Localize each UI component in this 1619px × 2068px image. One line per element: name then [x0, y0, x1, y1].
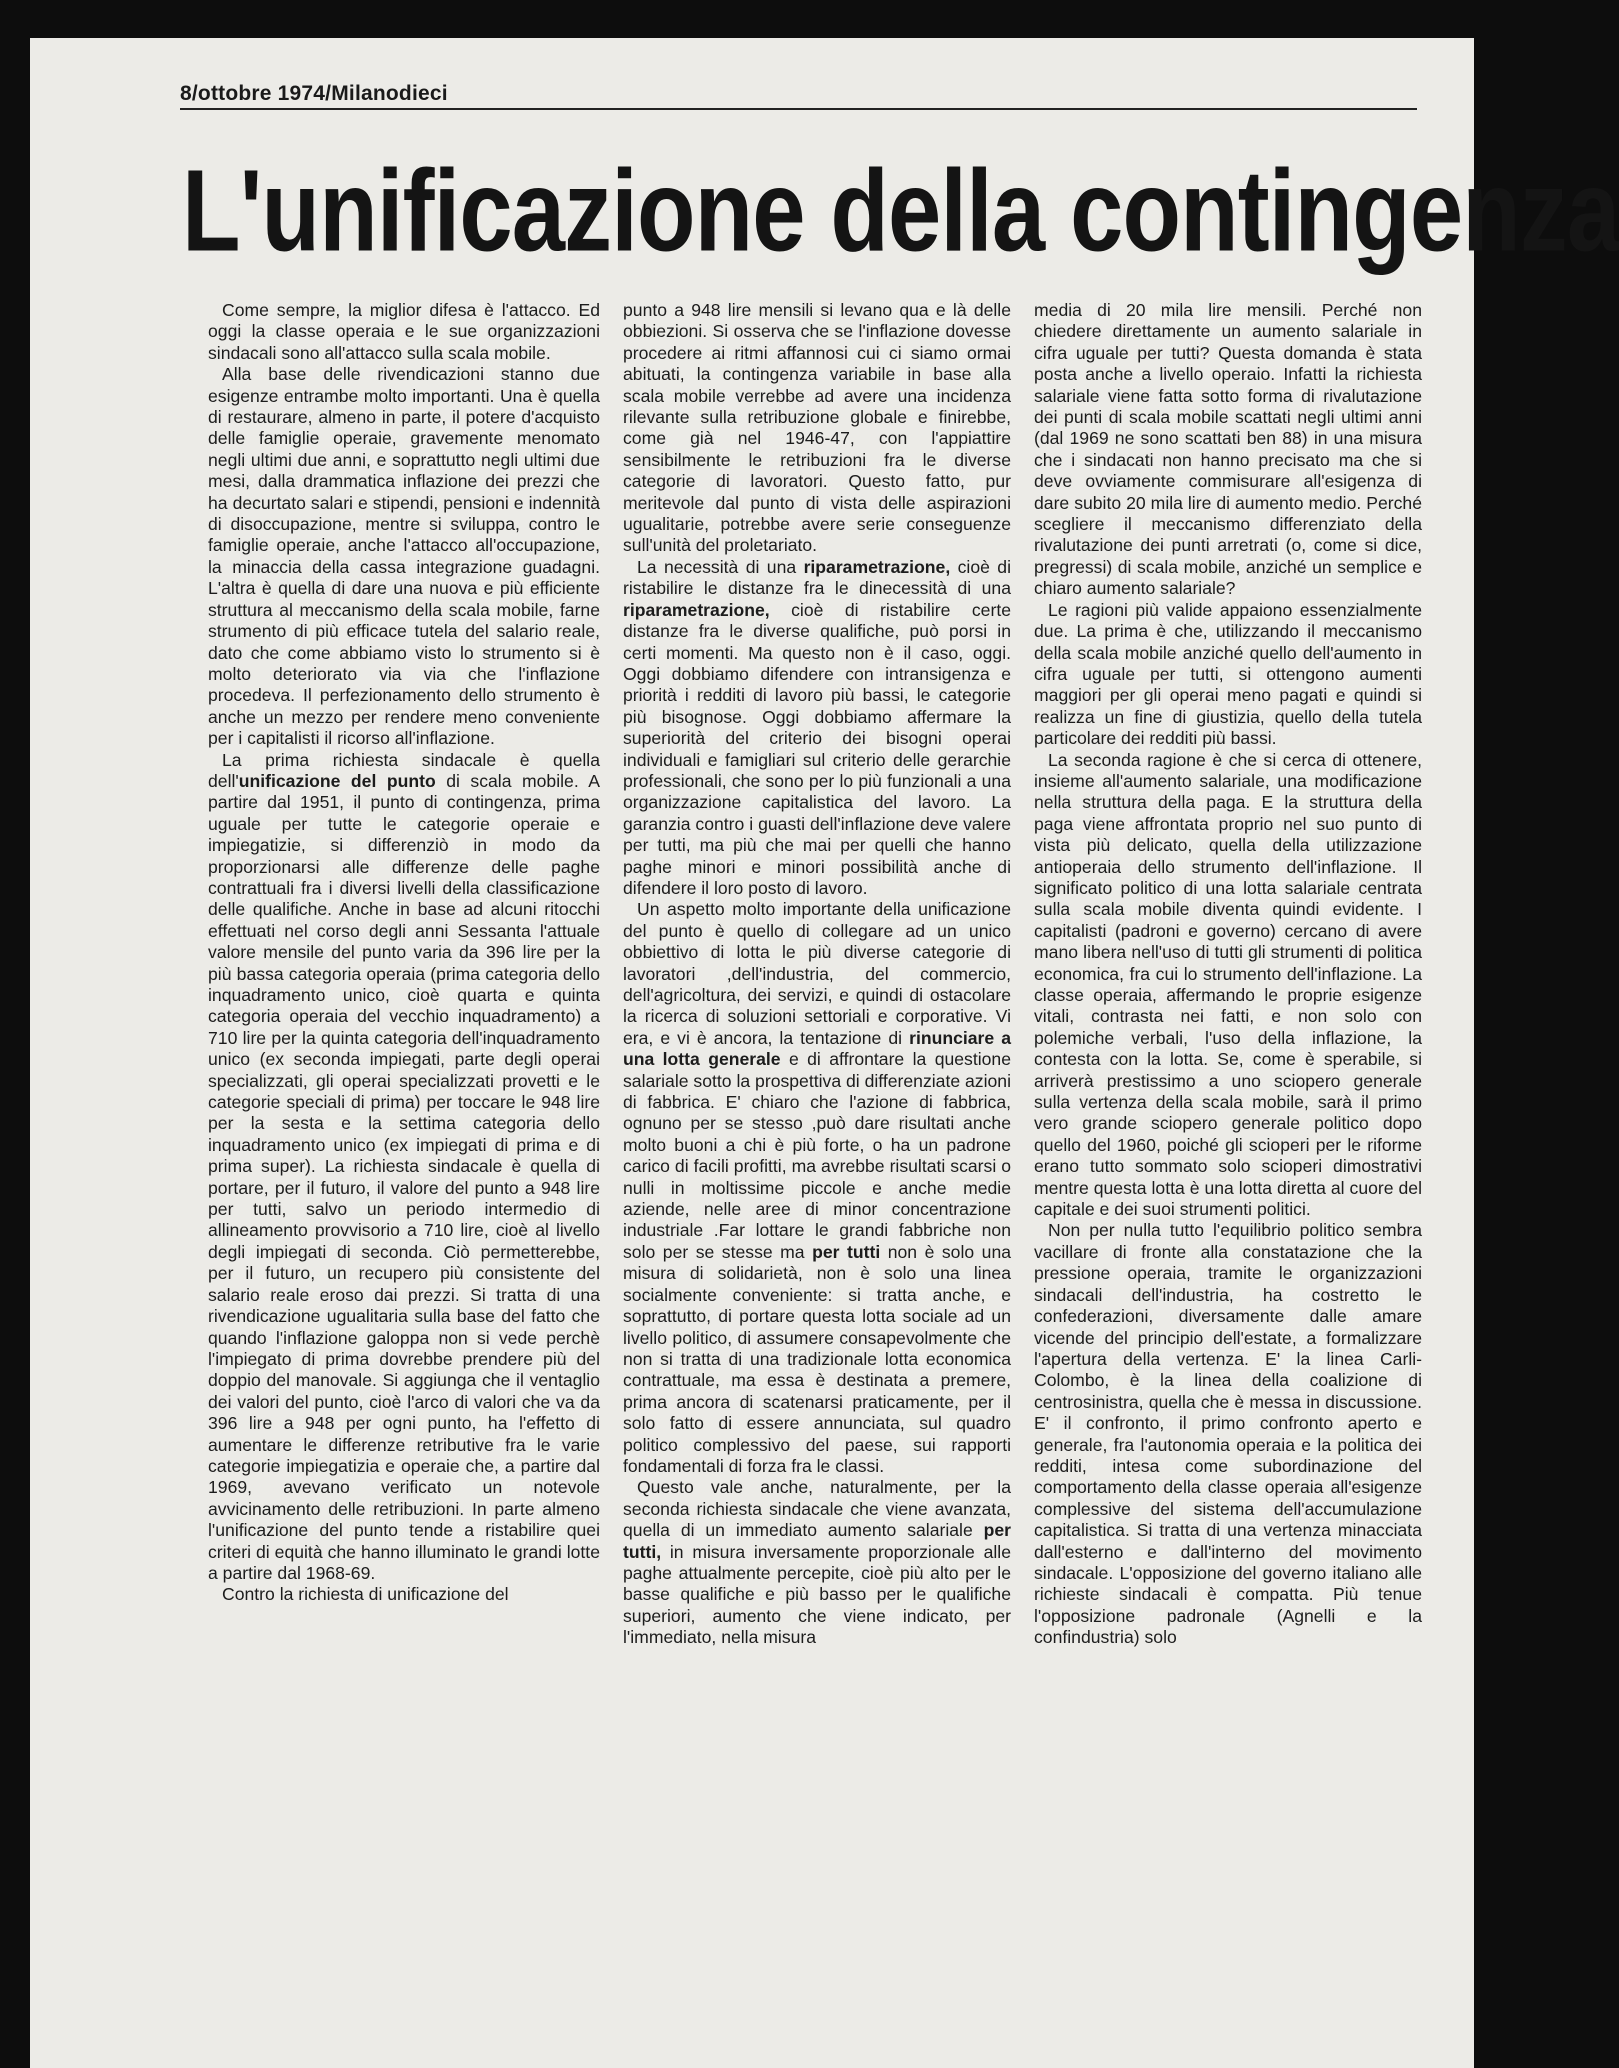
paragraph	[1034, 300, 1422, 600]
bold-phrase: riparametrazione,	[623, 599, 770, 620]
text-run: non è solo una misura di solidarietà, non è solo una linea socialmente conveniente: si tratta anche, e soprattutto, di portare questa lotta sociale ad un livello politico, di assumere consapevolmente che non si tratta di una tradizionale lotta economica contrattuale, ma essa è destinata a premere, prima ancora di scatenarsi praticamente, per il solo fatto di essere annunciata, sul quadro politico complessivo del paese, sui rapporti fondamentali di forza fra le classi.	[623, 1241, 1012, 1476]
paragraph	[623, 300, 1011, 557]
text-run: Le ragioni più valide appaiono essenzialmente due. La prima è che, utilizzando il meccanismo della scala mobile anziché quello dell'aumento in cifra uguale per tutti, si ottengono aumenti maggiori per gli operai meno pagati e quindi si realizza un fine di giustizia, quello della tutela particolare dei redditi più bassi.	[1034, 599, 1422, 749]
bold-phrase: per tutti,	[623, 1520, 1011, 1562]
masthead-rule	[180, 108, 1417, 110]
paragraph	[623, 1477, 1011, 1648]
text-run: Alla base delle rivendicazioni stanno due esigenze entrambe molto importanti. Una è quella di restaurare, almeno in parte, il potere d'acquisto delle famiglie operaie, gravemente menomato negli ultimi due anni, e soprattutto negli ultimi due mesi, dalla drammatica inflazione dei prezzi che ha decurtato salari e stipendi, pensioni e indennità di disoccupazione, mentre si sviluppa, contro le famiglie operaie, anche l'attacco all'occupazione, la minaccia della cassa integrazione guadagni. L'altra è quella di dare una nuova e più efficiente struttura al meccanismo della scala mobile, farne strumento di più efficace tutela del salario reale, dato che come abbiamo visto lo strumento si è molto deteriorato via via che l'inflazione procedeva. Il perfezionamento dello strumento è anche un mezzo per rendere meno conveniente per i capitalisti il ricorso all'inflazione.	[208, 364, 600, 749]
text-run: Un aspetto molto importante della unificazione del punto è quello di collegare ad un unico obbiettivo di lotta le più diverse categorie di lavoratori ,dell'industria, del commercio, dell'agricoltura, dei servizi, e quindi di ostacolare la ricerca di soluzioni settoriali e corporative. Vi era, e vi è ancora, la tentazione di	[623, 899, 1011, 1048]
bold-phrase: per tutti	[812, 1241, 881, 1262]
paragraph	[623, 557, 1011, 900]
text-run: e di affrontare la questione salariale sotto la prospettiva di differenziate azioni di fabbrica. E' chiaro che l'azione di fabbrica, ognuno per se stesso ,può dare risultati anche molto buoni a chi è più forte, o ha un padrone carico di facili profitti, ma avrebbe risultati scarsi o nulli in moltissime piccole e anche medie aziende, nelle aree di minor concentrazione industriale .Far lottare le grandi fabbriche non solo per se stesse ma	[623, 1049, 1012, 1262]
bold-phrase: rinunciare a una lotta generale	[623, 1027, 1011, 1070]
paragraph	[623, 899, 1011, 1477]
paragraph	[1034, 1220, 1422, 1648]
text-run: cioè di ristabilire le distanze fra le dinecessità di una	[623, 556, 1012, 599]
text-run: punto a 948 lire mensili si levano qua e là delle obbiezioni. Si osserva che se l'inflazione dovesse procedere ai ritmi affannosi cui ci siamo ormai abituati, la contingenza variabile in base alla scala mobile verrebbe ad avere una incidenza rilevante sulla retribuzione globale e finirebbe, come già nel 1946-47, con l'appiattire sensibilmente le retribuzioni fra le diverse categorie di lavoratori. Questo fatto, pur meritevole dal punto di vista delle aspirazioni ugualitarie, potrebbe avere serie conseguenze sull'unità del proletariato.	[623, 300, 1011, 556]
text-run: La necessità di una	[637, 556, 804, 577]
text-run: Contro la richiesta di unificazione del	[222, 1584, 509, 1605]
paragraph	[208, 1584, 600, 1605]
bold-phrase: unificazione del punto	[238, 770, 436, 791]
article-column-2	[623, 300, 1011, 1649]
text-run: Come sempre, la miglior difesa è l'attacco. Ed oggi la classe operaia e le sue organizzazioni sindacali sono all'attacco sulla scala mobile.	[208, 300, 600, 363]
headline: L'unificazione della contingenza	[182, 145, 1619, 276]
paragraph	[208, 750, 600, 1585]
text-run: La prima richiesta sindacale è quella dell'	[208, 749, 600, 791]
text-run: Questo vale anche, naturalmente, per la seconda richiesta sindacale che viene avanzata, quella di un immediato aumento salariale	[623, 1477, 1011, 1541]
paragraph	[1034, 750, 1422, 1221]
text-run: media di 20 mila lire mensili. Perché non chiedere direttamente un aumento salariale in cifra uguale per tutti? Questa domanda è stata posta anche a livello operaio. Infatti la richiesta salariale viene fatta sotto forma di rivalutazione dei punti di scala mobile scattati negli ultimi anni (dal 1969 ne sono scattati ben 88) in una misura che i sindacati non hanno precisato ma che si deve ovviamente commisurare all'esigenza di dare subito 20 mila lire di aumento medio. Perché scegliere il meccanismo differenziato della rivalutazione dei punti arretrati (o, come si dice, pregressi) di scala mobile, anziché un semplice e chiaro aumento salariale?	[1034, 300, 1422, 599]
paragraph	[1034, 600, 1422, 750]
text-run: cioè di ristabilire certe distanze fra le diverse qualifiche, può porsi in certi momenti. Ma questo non è il caso, oggi. Oggi dobbiamo difendere con intransigenza e priorità i redditi di lavoro più bassi, le categorie più bisognose. Oggi dobbiamo affermare la superiorità del criterio dei bisogni operai individuali e famigliari sul criterio delle gerarchie professionali, che sono per lo più funzionali a una organizzazione capitalistica del lavoro. La garanzia contro i guasti dell'inflazione deve valere per tutti, ma più che mai per quelli che hanno paghe minori e minori possibilità anche di difendere il loro posto di lavoro.	[623, 599, 1011, 898]
bold-phrase: riparametrazione,	[803, 556, 951, 577]
text-run: in misura inversamente proporzionale alle paghe attualmente percepite, cioè più alto per le basse qualifiche e più basso per le qualifiche superiori, aumento che viene indicato, per l'immediato, nella misura	[623, 1541, 1011, 1648]
article-column-3	[1034, 300, 1422, 1649]
text-run: di scala mobile. A partire dal 1951, il punto di contingenza, prima uguale per tutte le categorie operaie e impiegatizie, si differenziò in modo da proporzionarsi alle differenze delle paghe contrattuali fra i diversi livelli della classificazione delle qualifiche. Anche in base ad alcuni ritocchi effettuati nel corso degli anni Sessanta l'attuale valore mensile del punto varia da 396 lire per la più bassa categoria operaia (prima categoria dello inquadramento unico, cioè quarta e quinta categoria operaia del vecchio inquadramento) a 710 lire per la quinta categoria dell'inquadramento unico (ex seconda impiegati, parte degli operai specializzati, gli operai specializzati provetti e le categorie speciali di prima) per toccare le 948 lire per la sesta e la settima categoria dello inquadramento unico (ex impiegati di prima e di prima super). La richiesta sindacale è quella di portare, per il futuro, il valore del punto a 948 lire per tutti, salvo un periodo intermedio di allineamento provvisorio a 710 lire, cioè al livello degli impiegati di seconda. Ciò permetterebbe, per il futuro, un recupero più consistente del salario reale eroso dai prezzi. Si tratta di una rivendicazione ugualitaria sulla base del fatto che quando l'inflazione galoppa non si vede perchè l'impiegato di prima dovrebbe prendere più del doppio del manovale. Si aggiunga che il ventaglio dei valori del punto, cioè l'arco di valori che va da 396 lire a 948 per ogni punto, ha l'effetto di aumentare le differenze retributive fra le varie categorie impiegatizia e operaie che, a partire dal 1969, avevano verificato un notevole avvicinamento delle retribuzioni. In parte almeno l'unificazione del punto tende a ristabilire quei criteri di equità che hanno illuminato le grandi lotte a partire dal 1968-69.	[208, 770, 600, 1583]
text-run: Non per nulla tutto l'equilibrio politico sembra vacillare di fronte alla constatazione che la pressione operaia, tramite le organizzazioni sindacali dell'industria, ha costretto le confederazioni, diversamente dalle amare vicende del principio dell'estate, a formalizzare l'apertura della vertenza. E' la linea Carli-Colombo, è la linea della coalizione di centrosinistra, quella che è messa in discussione. E' il confronto, il primo confronto aperto e generale, fra l'autonomia operaia e la politica dei redditi, intesa come subordinazione del comportamento della classe operaia all'esigenze complessive del sistema dell'accumulazione capitalistica. Si tratta di una vertenza minacciata dall'esterno e dall'interno del movimento sindacale. L'opposizione del governo italiano alle richieste sindacali è compatta. Più tenue l'opposizione padronale (Agnelli e la confindustria) solo	[1034, 1220, 1422, 1648]
article-column-1	[208, 300, 600, 1606]
paragraph	[208, 364, 600, 749]
paragraph	[208, 300, 600, 364]
masthead: 8/ottobre 1974/Milanodieci	[180, 82, 448, 105]
text-run: La seconda ragione è che si cerca di ottenere, insieme all'aumento salariale, una modificazione nella struttura della paga. E la struttura della paga viene affrontata proprio nel suo punto di vista più delicato, quella della utilizzazione antioperaia dello strumento dell'inflazione. Il significato politico di una lotta salariale centrata sulla scala mobile diventa quindi evidente. I capitalisti (padroni e governo) cercano di avere mano libera nell'uso di tutti gli strumenti di politica economica, fra cui lo strumento dell'inflazione. La classe operaia, affermando le proprie esigenze vitali, contrasta nei fatti, e non solo con polemiche verbali, l'uso della inflazione, la contesta con la lotta. Se, come è sperabile, si arriverà prestissimo a uno sciopero generale sulla vertenza della scala mobile, sarà il primo vero grande sciopero generale politico dopo quello del 1960, poiché gli scioperi per le riforme erano tutto sommato solo scioperi dimostrativi mentre questa lotta è una lotta diretta al cuore del capitale e dei suoi strumenti politici.	[1034, 749, 1422, 1220]
